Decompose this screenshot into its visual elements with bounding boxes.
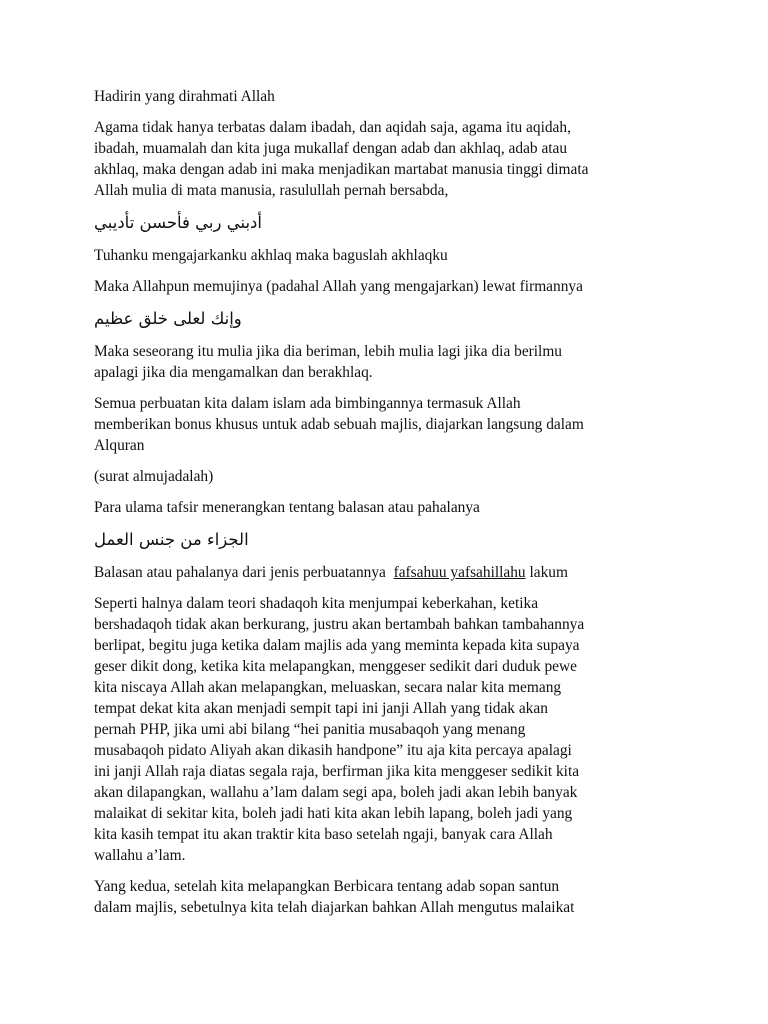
text-line: Yang kedua, setelah kita melapangkan Berbicara tentang adab sopan santun bbox=[94, 878, 560, 895]
paragraph-surat: (surat almujadalah) bbox=[94, 468, 214, 485]
paragraph-translation-1: Tuhanku mengajarkanku akhlaq maka baguslah akhlaqku bbox=[94, 247, 448, 264]
text-line: malaikat di sekitar kita, boleh jadi hati kita akan lebih lapang, boleh jadi yang bbox=[94, 805, 573, 822]
text-line: akan dilapangkan, wallahu a’lam dalam segi apa, boleh jadi akan lebih banyak bbox=[94, 784, 578, 801]
text-line: bershadaqoh tidak akan berkurang, justru akan bertambah bahkan tambahannya bbox=[94, 616, 585, 633]
text-line: tempat dekat kita akan menjadi sempit tapi ini janji Allah yang tidak akan bbox=[94, 700, 548, 717]
paragraph-yang-kedua bbox=[94, 876, 684, 918]
text-line: memberikan bonus khusus untuk adab sebuah majlis, diajarkan langsung dalam bbox=[94, 416, 584, 433]
document-body bbox=[94, 86, 684, 928]
text-line: Maka seseorang itu mulia jika dia beriman, lebih mulia lagi jika dia berilmu bbox=[94, 343, 563, 360]
text-fragment: lakum bbox=[529, 564, 568, 581]
arabic-quote-2 bbox=[94, 307, 684, 331]
text-line: pernah PHP, jika umi abi bilang “hei panitia musabaqoh yang menang bbox=[94, 721, 526, 738]
paragraph-allah-memuji: Maka Allahpun memujinya (padahal Allah yang mengajarkan) lewat firmannya bbox=[94, 278, 583, 295]
text-line: akhlaq, maka dengan adab ini maka menjadikan martabat manusia tinggi dimata bbox=[94, 161, 589, 178]
paragraph-perbuatan bbox=[94, 393, 684, 456]
text-line: Allah mulia di mata manusia, rasulullah pernah bersabda, bbox=[94, 182, 449, 199]
text-line: Agama tidak hanya terbatas dalam ibadah, dan aqidah saja, agama itu aqidah, bbox=[94, 119, 571, 136]
paragraph-greeting: Hadirin yang dirahmati Allah bbox=[94, 88, 275, 105]
arabic-text: وإنك لعلى خلق عظيم bbox=[94, 309, 242, 328]
arabic-quote-1 bbox=[94, 211, 684, 235]
text-line: Seperti halnya dalam teori shadaqoh kita menjumpai keberkahan, ketika bbox=[94, 595, 539, 612]
text-line: kita kasih tempat itu akan traktir kita baso setelah ngaji, banyak cara Allah bbox=[94, 826, 553, 843]
paragraph-agama bbox=[94, 117, 684, 201]
paragraph-ulama: Para ulama tafsir menerangkan tentang balasan atau pahalanya bbox=[94, 499, 480, 516]
paragraph-balasan bbox=[94, 562, 684, 583]
arabic-text: أدبني ربي فأحسن تأديبي bbox=[94, 213, 262, 232]
text-fragment: Balasan atau pahalanya dari jenis perbuatannya bbox=[94, 564, 386, 581]
paragraph-shadaqoh bbox=[94, 593, 684, 866]
text-line: musabaqoh pidato Aliyah akan dikasih handpone” itu aja kita percaya apalagi bbox=[94, 742, 572, 759]
text-line: dalam majlis, sebetulnya kita telah diajarkan bahkan Allah mengutus malaikat bbox=[94, 899, 575, 916]
text-line: wallahu a’lam. bbox=[94, 847, 186, 864]
paragraph-mulia bbox=[94, 341, 684, 383]
text-line: Semua perbuatan kita dalam islam ada bimbingannya termasuk Allah bbox=[94, 395, 521, 412]
text-line: berlipat, begitu juga ketika dalam majlis ada yang meminta kepada kita supaya bbox=[94, 637, 580, 654]
arabic-quote-3 bbox=[94, 528, 684, 552]
arabic-text: الجزاء من جنس العمل bbox=[94, 530, 249, 549]
text-line: kita niscaya Allah akan melapangkan, meluaskan, secara nalar kita memang bbox=[94, 679, 562, 696]
underlined-phrase: fafsahuu yafsahillahu bbox=[393, 564, 526, 581]
text-line: apalagi jika dia mengamalkan dan berakhlaq. bbox=[94, 364, 373, 381]
text-line: ibadah, muamalah dan kita juga mukallaf dengan adab dan akhlaq, adab atau bbox=[94, 140, 568, 157]
text-line: geser dikit dong, ketika kita melapangkan, menggeser sedikit dari duduk pewe bbox=[94, 658, 577, 675]
text-line: ini janji Allah raja diatas segala raja, berfirman jika kita menggeser sedikit kita bbox=[94, 763, 580, 780]
text-line: Alquran bbox=[94, 437, 145, 454]
